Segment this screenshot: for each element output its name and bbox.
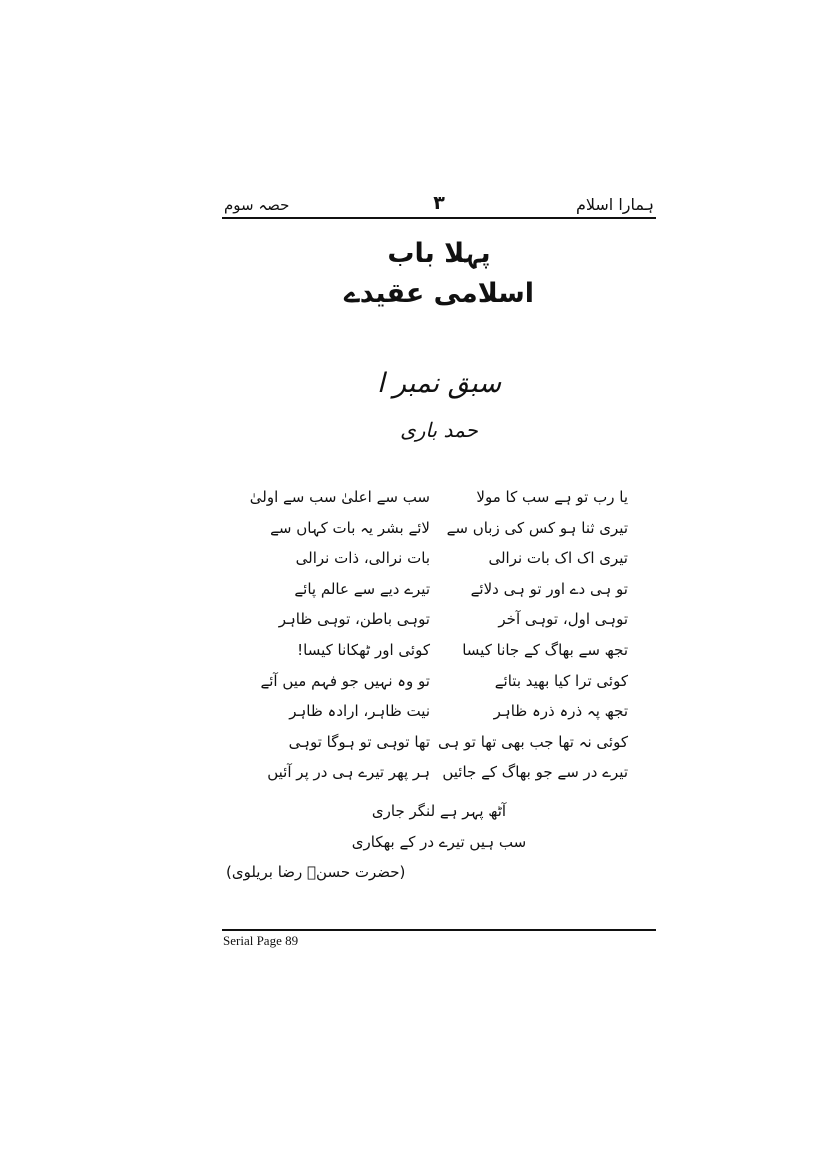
second-hemistich: تو وہ نہیں جو فہم میں آئے (260, 671, 430, 690)
serial-page-number: Serial Page 89 (223, 933, 299, 948)
lesson-number: سبق نمبر ا (376, 368, 502, 399)
refrain-line (222, 833, 656, 851)
first-hemistich: تو ہی دے اور تو ہی دلائے (470, 579, 628, 598)
poet-attribution: (حضرت حسنؔ رضا بریلوی) (226, 863, 406, 881)
couplet (222, 607, 656, 638)
poem (222, 485, 656, 791)
couplet (222, 699, 656, 730)
second-hemistich: لائے بشر یہ بات کہاں سے (270, 518, 430, 537)
couplet (222, 638, 656, 669)
couplet (222, 546, 656, 577)
first-hemistich: توہی اول، توہی آخر (498, 610, 628, 629)
first-hemistich: تیری ثنا ہو کس کی زباں سے (446, 518, 628, 537)
couplet (222, 485, 656, 516)
refrain-text: آٹھ پہر ہے لنگر جاری (371, 802, 507, 820)
first-hemistich: تیری اک اک بات نرالی (488, 549, 628, 568)
couplet (222, 577, 656, 608)
couplet (222, 760, 656, 791)
couplet (222, 516, 656, 547)
first-hemistich: تجھ سے بھاگ کے جانا کیسا (462, 640, 628, 659)
refrain-line (222, 802, 656, 820)
second-hemistich: نیت ظاہر، ارادہ ظاہر (289, 702, 430, 721)
first-hemistich: تجھ پہ ذرہ ذرہ ظاہر (493, 702, 628, 721)
unit-title: اسلامی عقیدے (343, 278, 535, 309)
page-number: ۳ (433, 192, 445, 214)
second-hemistich: تھا توہی تو ہوگا توہی (288, 732, 430, 751)
chapter-title: پہلا باب (387, 238, 491, 269)
couplet (222, 730, 656, 761)
first-hemistich: تیرے در سے جو بھاگ کے جائیں (442, 763, 628, 782)
footer-rule (222, 929, 656, 931)
first-hemistich: کوئی ترا کیا بھید بتائے (494, 671, 628, 690)
first-hemistich: کوئی نہ تھا جب بھی تھا تو ہی (437, 732, 628, 751)
running-header (222, 190, 656, 218)
book-title: ہمارا اسلام (575, 195, 654, 214)
second-hemistich: تیرے دیے سے عالم پائے (294, 579, 430, 598)
second-hemistich: توہی باطن، توہی ظاہر (278, 610, 430, 629)
page-content (222, 190, 656, 950)
second-hemistich: بات نرالی، ذات نرالی (295, 549, 430, 568)
part-label: حصہ سوم (224, 196, 290, 214)
second-hemistich: ہر پھر تیرے ہی در پر آئیں (267, 763, 430, 782)
second-hemistich: کوئی اور ٹھکانا کیسا! (297, 640, 430, 659)
refrain-text: سب ہیں تیرے در کے بھکاری (351, 833, 527, 851)
first-hemistich: یا رب تو ہے سب کا مولا (476, 488, 628, 506)
header-rule (222, 217, 656, 219)
poem-title: حمد باری (400, 418, 478, 442)
couplet (222, 669, 656, 700)
second-hemistich: سب سے اعلیٰ سب سے اولیٰ (249, 488, 430, 506)
